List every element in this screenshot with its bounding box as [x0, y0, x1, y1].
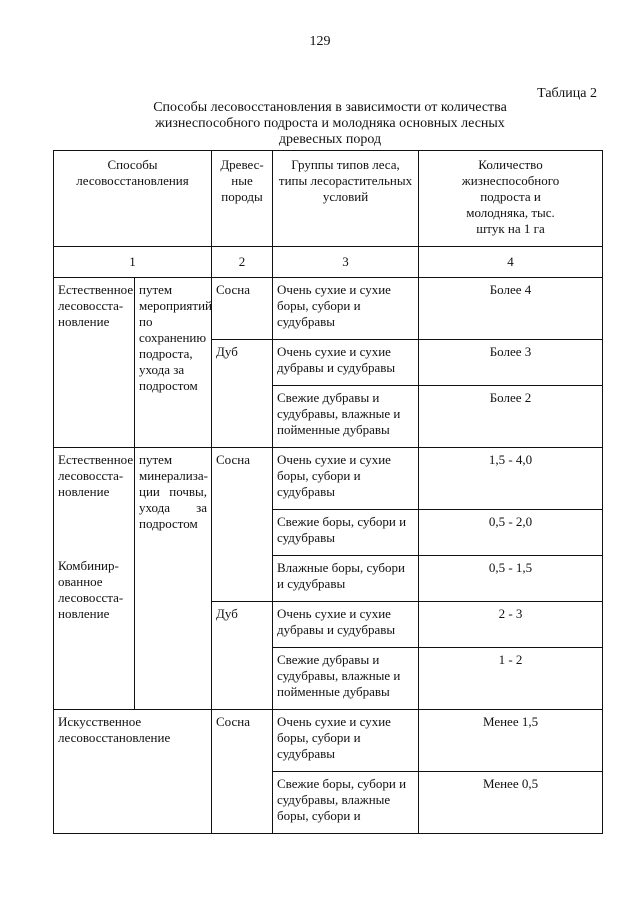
- species-cell: Сосна: [212, 278, 273, 340]
- forest-type-cell: Свежие дубравы и судубравы, влажные и пойменные дубравы: [273, 386, 419, 448]
- species-cell: Дуб: [212, 602, 273, 710]
- restoration-method-cell: Искусственное лесовосстановление: [54, 710, 212, 834]
- title-line: Способы лесовосстановления в зависимости от количества: [153, 100, 507, 115]
- forest-type-cell: Свежие боры, субори и судубравы, влажные боры, субори и: [273, 772, 419, 834]
- header-forest-groups: Группы типов леса, типы лесорастительных условий: [273, 151, 419, 247]
- column-number: 2: [212, 247, 273, 278]
- forest-type-cell: Влажные боры, субори и судубравы: [273, 556, 419, 602]
- amount-cell: Более 4: [419, 278, 603, 340]
- forest-type-cell: Свежие боры, субори и судубравы: [273, 510, 419, 556]
- column-number-row: [54, 247, 603, 278]
- restoration-method-cell: Естественное лесовосста- новление: [54, 278, 135, 448]
- forest-type-cell: Свежие дубравы и судубравы, влажные и пойменные дубравы: [273, 648, 419, 710]
- amount-cell: 1,5 - 4,0: [419, 448, 603, 510]
- forest-type-cell: Очень сухие и сухие дубравы и судубравы: [273, 602, 419, 648]
- amount-cell: Менее 1,5: [419, 710, 603, 772]
- title-line: древесных пород: [278, 132, 382, 147]
- amount-cell: 1 - 2: [419, 648, 603, 710]
- table-row: [54, 710, 603, 772]
- header-amount: Количество жизнеспособного подроста и молодняка, тыс. штук на 1 га: [419, 151, 603, 247]
- table-title: [120, 100, 540, 148]
- amount-cell: Более 2: [419, 386, 603, 448]
- species-cell: Сосна: [212, 710, 273, 834]
- table-label: Таблица 2: [537, 86, 597, 101]
- amount-cell: 2 - 3: [419, 602, 603, 648]
- forest-type-cell: Очень сухие и сухие боры, субори и судубравы: [273, 710, 419, 772]
- amount-cell: Менее 0,5: [419, 772, 603, 834]
- restoration-means-cell: путем минерализа- ции почвы, ухода за подростом: [135, 448, 212, 710]
- restoration-means-cell: путем мероприятий по сохранению подроста, ухода за подростом: [135, 278, 212, 448]
- page-number: 129: [309, 34, 331, 49]
- table-row: [54, 278, 603, 340]
- forest-type-cell: Очень сухие и сухие боры, субори и судубравы: [273, 448, 419, 510]
- species-cell: Сосна: [212, 448, 273, 602]
- title-line: жизнеспособного подроста и молодняка основных лесных: [155, 116, 505, 131]
- forest-type-cell: Очень сухие и сухие дубравы и судубравы: [273, 340, 419, 386]
- restoration-method-cell: Естественное лесовосста- новление Комбинир- ованное лесовосста- новление: [54, 448, 135, 710]
- amount-cell: 0,5 - 1,5: [419, 556, 603, 602]
- header-species: Древес- ные породы: [212, 151, 273, 247]
- species-cell: Дуб: [212, 340, 273, 448]
- amount-cell: 0,5 - 2,0: [419, 510, 603, 556]
- table-row: [54, 448, 603, 510]
- header-row: [54, 151, 603, 247]
- column-number: 4: [419, 247, 603, 278]
- column-number: 1: [54, 247, 212, 278]
- forest-restoration-table: [53, 150, 603, 834]
- header-methods: Способы лесовосстановления: [54, 151, 212, 247]
- amount-cell: Более 3: [419, 340, 603, 386]
- forest-type-cell: Очень сухие и сухие боры, субори и судубравы: [273, 278, 419, 340]
- column-number: 3: [273, 247, 419, 278]
